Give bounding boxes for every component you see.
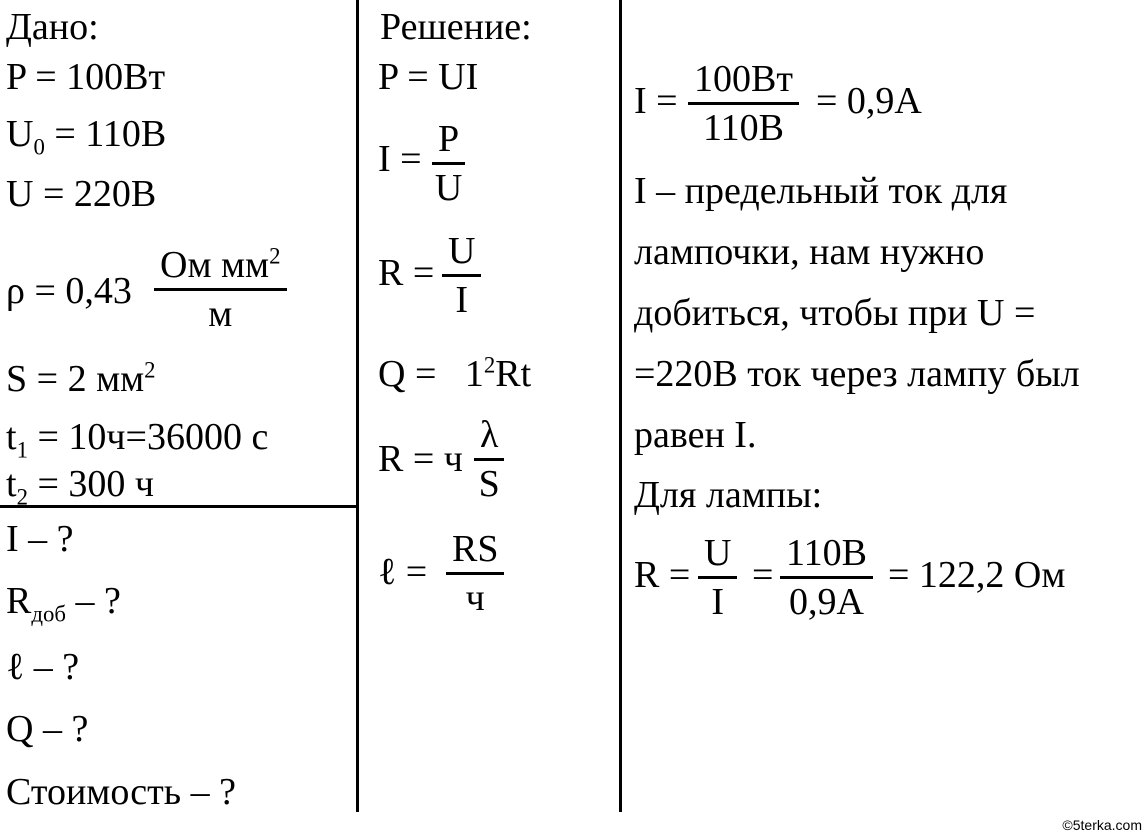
- divider-given: [356, 0, 359, 812]
- calc-text-line-3: добиться, чтобы при U =: [634, 292, 1036, 334]
- given-t2: $t_2 = 300$ ч: [6, 463, 155, 510]
- unknown-current: I – ?: [6, 518, 74, 560]
- solution-i-fraction: $\frac{P}{U}$: [432, 120, 465, 207]
- calc-lamp-heading: Для лампы:: [634, 474, 823, 516]
- given-voltage: U = 220В: [6, 173, 157, 215]
- given-rho-fraction: Ом $мм^2$ м: [154, 246, 287, 333]
- solution-r-lhs: R =: [378, 252, 435, 294]
- solution-r2-lhs: R = ч: [378, 438, 463, 480]
- solution-i-lhs: I =: [378, 138, 422, 180]
- given-area: S = 2 $мм^2$: [6, 357, 156, 400]
- solution-l-lhs: ℓ =: [378, 551, 428, 593]
- calc-i-fraction: 100Вт 110В: [688, 60, 799, 147]
- divider-unknowns: [0, 505, 358, 508]
- given-t1: $t_1 = 10ч=36000$ с: [6, 416, 269, 463]
- calc-r-result: = 122,2 Ом: [888, 554, 1066, 596]
- calc-text-line-5: равен I.: [634, 414, 757, 456]
- given-u0: $U_0 = 110В$: [6, 113, 167, 160]
- unknown-cost: Стоимость – ?: [6, 771, 236, 813]
- given-power: P = 100Вт: [6, 56, 166, 98]
- calc-i-result: = 0,9А: [816, 80, 922, 122]
- given-heading: Дано:: [6, 6, 99, 48]
- unknown-radd: $R_{доб}$ – ?: [6, 580, 121, 627]
- calc-r-lhs: R =: [634, 554, 691, 596]
- solution-l-fraction: RS ч: [446, 530, 504, 617]
- calc-text-line-4: =220В ток через лампу был: [634, 353, 1080, 395]
- calc-text-line-1: I – предельный ток для: [634, 170, 1008, 212]
- solution-power-formula: P = UI: [378, 56, 479, 98]
- calc-r-equals: =: [752, 554, 774, 596]
- calc-r-fraction-1: $\frac{U}{I}$: [698, 534, 737, 621]
- watermark: ©5terka.com: [1062, 817, 1142, 833]
- solution-heading: Решение:: [380, 6, 532, 48]
- divider-solution: [619, 0, 622, 812]
- solution-r2-fraction: $\frac{\lambda}{S}$: [474, 416, 504, 503]
- calc-r-fraction-2: 110В 0,9А: [780, 534, 873, 621]
- calc-text-line-2: лампочки, нам нужно: [634, 231, 985, 273]
- solution-r-fraction: $\frac{U}{I}$: [442, 232, 481, 319]
- unknown-heat: Q – ?: [6, 708, 89, 750]
- calc-i-lhs: I =: [634, 80, 678, 122]
- unknown-length: ℓ – ?: [6, 646, 80, 688]
- given-rho-lhs: ρ = 0,43: [6, 270, 132, 312]
- solution-q-formula: Q = $1^2Rt$: [378, 352, 532, 395]
